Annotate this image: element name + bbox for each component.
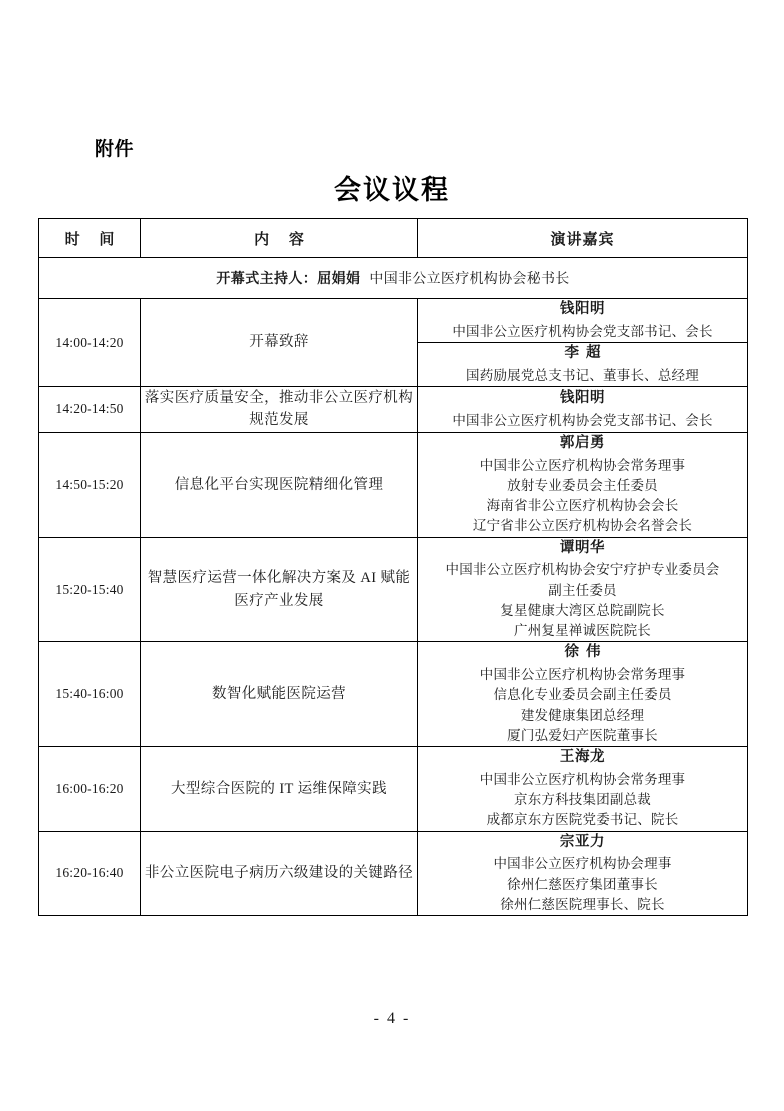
- guest-name: 王海龙: [559, 749, 606, 766]
- guest-role: 中国非公立医疗机构协会党支部书记、会长: [452, 412, 713, 428]
- agenda-guest-cell: [418, 747, 748, 832]
- agenda-guest-cell: [418, 642, 748, 747]
- agenda-topic-cell: 数智化赋能医院运营: [141, 642, 418, 747]
- agenda-time-cell: 16:20-16:40: [39, 831, 141, 916]
- agenda-time-cell: 16:00-16:20: [39, 747, 141, 832]
- attachment-label: 附件: [95, 139, 135, 160]
- page-number: - 4 -: [373, 1010, 411, 1027]
- guest-role: 复星健康大湾区总院副院长: [500, 602, 665, 618]
- agenda-guest-cell: [418, 387, 748, 433]
- page-title: 会议议程: [334, 175, 450, 205]
- guest-name: 郭启勇: [559, 434, 606, 451]
- guest-role: 中国非公立医疗机构协会常务理事: [479, 771, 686, 787]
- table-row: [39, 747, 748, 832]
- guest-role: 海南省非公立医疗机构协会会长: [486, 498, 679, 514]
- guest-role: 厦门弘爱妇产医院董事长: [507, 727, 658, 743]
- agenda-guest-cell: [418, 831, 748, 916]
- agenda-time-cell: 14:00-14:20: [39, 299, 141, 387]
- guest-role: 辽宁省非公立医疗机构协会名誉会长: [472, 518, 693, 534]
- guest-role: 中国非公立医疗机构协会党支部书记、会长: [452, 323, 713, 339]
- guest-role: 中国非公立医疗机构协会常务理事: [479, 667, 686, 683]
- table-row: [39, 432, 748, 537]
- guest-role: 徐州仁慈医院理事长、院长: [500, 896, 665, 912]
- guest-name: 谭明华: [559, 539, 606, 556]
- table-row: [39, 642, 748, 747]
- agenda-table: [38, 218, 748, 916]
- agenda-time-cell: 14:50-15:20: [39, 432, 141, 537]
- agenda-guest-cell: [418, 432, 748, 537]
- column-header-guest-label: 演讲嘉宾: [550, 231, 615, 248]
- agenda-topic-cell: 信息化平台实现医院精细化管理: [141, 432, 418, 537]
- guest-role: 信息化专业委员会副主任委员: [493, 687, 672, 703]
- guest-role: 中国非公立医疗机构协会常务理事: [479, 457, 686, 473]
- guest-name: 宗亚力: [559, 833, 606, 850]
- agenda-time-cell: 15:20-15:40: [39, 537, 141, 642]
- host-role: 中国非公立医疗机构协会秘书长: [369, 272, 570, 287]
- guest-name: 钱阳明: [559, 389, 606, 406]
- table-row: [39, 299, 748, 343]
- guest-role: 中国非公立医疗机构协会理事: [493, 856, 672, 872]
- guest-role: 京东方科技集团副总裁: [514, 792, 651, 808]
- guest-name: 钱阳明: [559, 301, 606, 317]
- guest-role: 建发健康集团总经理: [520, 707, 645, 723]
- column-header-guest: [418, 219, 748, 258]
- host-cell: [39, 258, 748, 299]
- guest-role: 放射专业委员会主任委员: [507, 477, 658, 493]
- agenda-topic-cell: 智慧医疗运营一体化解决方案及 AI 赋能医疗产业发展: [141, 537, 418, 642]
- agenda-time-cell: 15:40-16:00: [39, 642, 141, 747]
- table-row: [39, 387, 748, 433]
- agenda-time-cell: 14:20-14:50: [39, 387, 141, 433]
- guest-name: 李超: [564, 345, 608, 361]
- guest-role: 国药励展党总支书记、董事长、总经理: [466, 367, 699, 383]
- column-header-time-label: 时 间: [64, 231, 123, 248]
- agenda-guest-cell: [418, 299, 748, 343]
- agenda-topic-cell: 大型综合医院的 IT 运维保障实践: [141, 747, 418, 832]
- host-row: [39, 258, 748, 299]
- table-row: [39, 537, 748, 642]
- guest-role: 广州复星禅诚医院院长: [514, 623, 651, 639]
- table-header-row: [39, 219, 748, 258]
- agenda-topic-cell: 开幕致辞: [141, 299, 418, 387]
- guest-role: 徐州仁慈医疗集团董事长: [507, 876, 658, 892]
- host-name: 开幕式主持人：屈娟娟: [216, 272, 361, 287]
- column-header-content: [141, 219, 418, 258]
- guest-role: 中国非公立医疗机构协会安宁疗护专业委员会: [445, 562, 720, 578]
- agenda-guest-cell: [418, 343, 748, 387]
- column-header-content-label: 内 容: [254, 231, 312, 248]
- guest-role: 成都京东方医院党委书记、院长: [486, 812, 679, 828]
- agenda-guest-cell: [418, 537, 748, 642]
- guest-name: 徐伟: [564, 644, 608, 661]
- agenda-table-body: [39, 219, 748, 916]
- agenda-topic-cell: 非公立医院电子病历六级建设的关键路径: [141, 831, 418, 916]
- table-row: [39, 831, 748, 916]
- agenda-topic-cell: 落实医疗质量安全，推动非公立医疗机构规范发展: [141, 387, 418, 433]
- column-header-time: [39, 219, 141, 258]
- guest-role: 副主任委员: [548, 582, 617, 598]
